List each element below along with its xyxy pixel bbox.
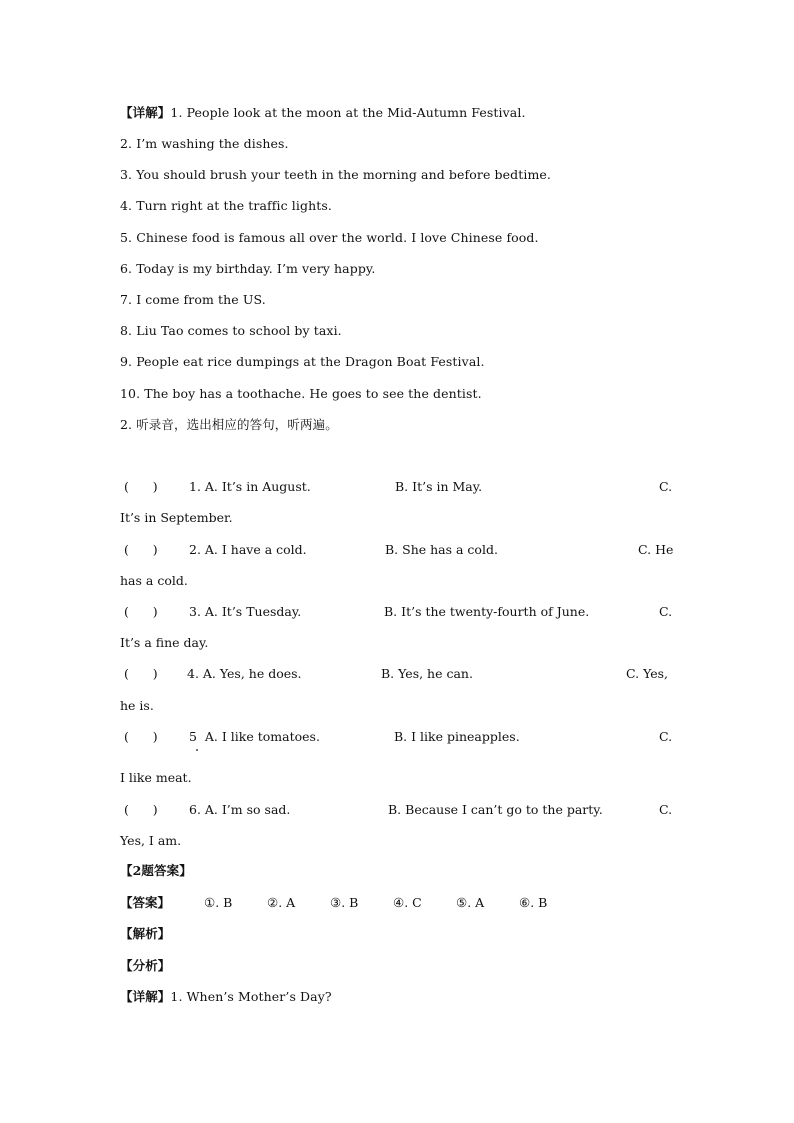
answer-paren: ( ) [124, 479, 158, 494]
option-b: B. Because I can’t go to the party. [388, 802, 603, 817]
detail-text: 1. People look at the moon at the Mid-Autumn Festival. [170, 105, 526, 120]
option-b: B. She has a cold. [385, 542, 498, 557]
option-c: C. [659, 604, 673, 619]
detail-line-5: 5. Chinese food is famous all over the world. I love Chinese food. [120, 230, 539, 245]
answer-paren: ( ) [124, 729, 158, 744]
option-b: B. Yes, he can. [381, 666, 473, 681]
answer-paren: ( ) [124, 666, 158, 681]
detail-line-4: 4. Turn right at the traffic lights. [120, 198, 332, 213]
detail-text: 1. When’s Mother’s Day? [170, 989, 332, 1004]
option-c-continued: has a cold. [120, 573, 188, 588]
option-c-continued: It’s in September. [120, 510, 233, 525]
detail-line-3: 3. You should brush your teeth in the morning and before bedtime. [120, 167, 551, 182]
detail-line-6: 6. Today is my birthday. I’m very happy. [120, 261, 376, 276]
option-a: 3. A. It’s Tuesday. [189, 604, 302, 619]
option-a: 6. A. I’m so sad. [189, 802, 291, 817]
detail-line-7: 7. I come from the US. [120, 292, 266, 307]
option-b: B. It’s in May. [395, 479, 483, 494]
answer-item: ②. A [267, 895, 296, 910]
answer-paren: ( ) [124, 802, 158, 817]
answer-item: ①. B [204, 895, 233, 910]
option-b: B. I like pineapples. [394, 729, 520, 744]
answer-item: ③. B [330, 895, 359, 910]
answer-item: ⑤. A [456, 895, 485, 910]
option-c-continued: It’s a fine day. [120, 635, 209, 650]
detail-label: 【详解】 [120, 989, 171, 1004]
answer-item: ④. C [393, 895, 422, 910]
stray-dot [196, 749, 198, 751]
option-c: C. Yes, [626, 666, 669, 681]
answer-item: ⑥. B [519, 895, 548, 910]
answer-paren: ( ) [124, 542, 158, 557]
detail-line-8: 8. Liu Tao comes to school by taxi. [120, 323, 342, 338]
option-a: 5 A. I like tomatoes. [189, 729, 320, 744]
option-b: B. It’s the twenty-fourth of June. [384, 604, 590, 619]
option-c-continued: Yes, I am. [120, 833, 182, 848]
answer-header: 【2题答案】 [120, 863, 192, 878]
detail-line-2: 2. I’m washing the dishes. [120, 136, 289, 151]
option-c: C. [659, 729, 673, 744]
detail-label: 【详解】 [120, 105, 171, 120]
option-c: C. He [638, 542, 674, 557]
detail-line-final [120, 989, 680, 1005]
analysis-label: 【解析】 [120, 926, 171, 941]
option-c: C. [659, 802, 673, 817]
option-c-continued: I like meat. [120, 770, 192, 785]
detail-line-9: 9. People eat rice dumpings at the Dragon Boat Festival. [120, 354, 485, 369]
detail-line-10: 10. The boy has a toothache. He goes to see the dentist. [120, 386, 482, 401]
answer-label: 【答案】 [120, 895, 171, 910]
option-c: C. [659, 479, 673, 494]
option-a: 1. A. It’s in August. [189, 479, 311, 494]
option-c-continued: he is. [120, 698, 154, 713]
answer-paren: ( ) [124, 604, 158, 619]
question-title: 2. 听录音，选出相应的答句，听两遍。 [120, 417, 338, 432]
fenxi-label: 【分析】 [120, 958, 171, 973]
option-a: 4. A. Yes, he does. [187, 666, 302, 681]
detail-line-1 [120, 105, 680, 121]
option-a: 2. A. I have a cold. [189, 542, 307, 557]
